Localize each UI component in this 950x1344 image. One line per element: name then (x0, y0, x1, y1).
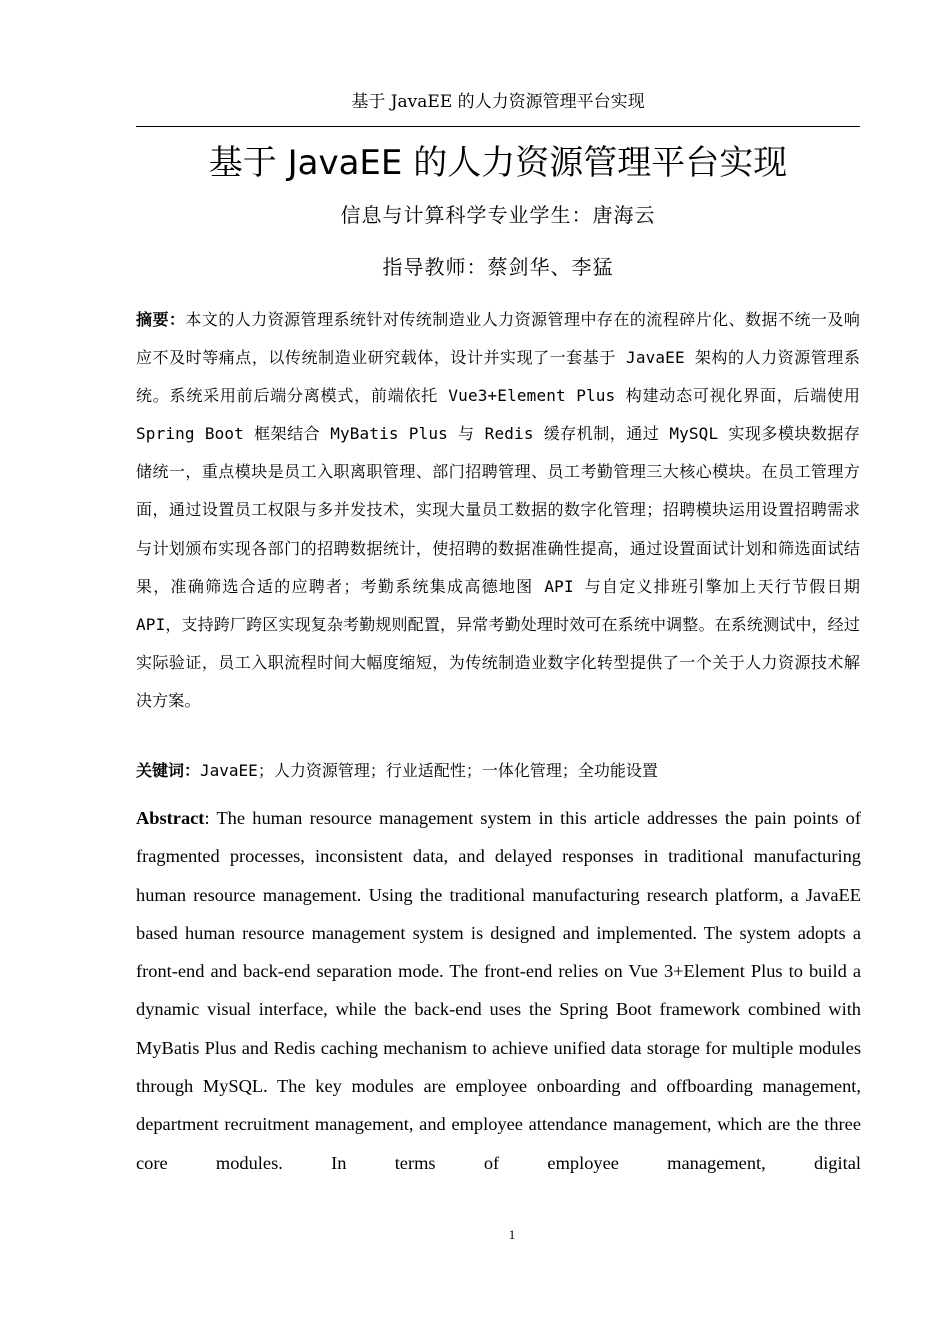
english-abstract-label: Abstract (136, 808, 205, 828)
page-number: 1 (508, 1227, 516, 1242)
header-divider (136, 126, 860, 127)
running-header: 基于 JavaEE 的人力资源管理平台实现 (351, 92, 645, 112)
english-abstract (136, 799, 861, 1182)
english-abstract-text: : The human resource management system in this article addresses the pain points of fragmented processes, inconsistent data, and delayed responses in traditional manufacturing human resource management. Using the traditional manufacturing research platform, a JavaEE based human resource management system is designed and implemented. The system adopts a front-end and back-end separation mode. The front-end relies on Vue 3+Element Plus to build a dynamic visual interface, while the back-end uses the Spring Boot framework combined with MyBatis Plus and Redis caching mechanism to achieve unified data storage for multiple modules through MySQL. The key modules are employee onboarding and offboarding management, department recruitment management, and employee attendance management, which are the three core modules. In terms of employee management, digital (136, 808, 861, 1173)
chinese-abstract (136, 301, 860, 720)
chinese-keywords-text: JavaEE；人力资源管理；行业适配性；一体化管理；全功能设置 (200, 761, 658, 780)
chinese-abstract-text: 本文的人力资源管理系统针对传统制造业人力资源管理中存在的流程碎片化、数据不统一及响应不及时等痛点，以传统制造业研究载体，设计并实现了一套基于 JavaEE 架构的人力资源管理系统。系统采用前后端分离模式，前端依托 Vue3+Element Plus 构建动态可视化界面，后端使用 Spring Boot 框架结合 MyBatis Plus 与 Redis 缓存机制，通过 MySQL 实现多模块数据存储统一，重点模块是员工入职离职管理、部门招聘管理、员工考勤管理三大核心模块。在员工管理方面，通过设置员工权限与多并发技术，实现大量员工数据的数字化管理；招聘模块运用设置招聘需求与计划颁布实现各部门的招聘数据统计，使招聘的数据准确性提高，通过设置面试计划和筛选面试结果，准确筛选合适的应聘者；考勤系统集成高德地图 API 与自定义排班引擎加上天行节假日期 API，支持跨厂跨区实现复杂考勤规则配置，异常考勤处理时效可在系统中调整。在系统测试中，经过实际验证，员工入职流程时间大幅度缩短，为传统制造业数字化转型提供了一个关于人力资源技术解决方案。 (136, 310, 860, 710)
chinese-abstract-label: 摘要： (136, 310, 186, 329)
advisor-line: 指导教师：蔡剑华、李猛 (382, 255, 614, 279)
chinese-keywords (136, 756, 860, 786)
paper-title: 基于 JavaEE 的人力资源管理平台实现 (208, 143, 788, 183)
chinese-keywords-label: 关键词： (136, 761, 201, 780)
author-line: 信息与计算科学专业学生：唐海云 (340, 203, 656, 227)
